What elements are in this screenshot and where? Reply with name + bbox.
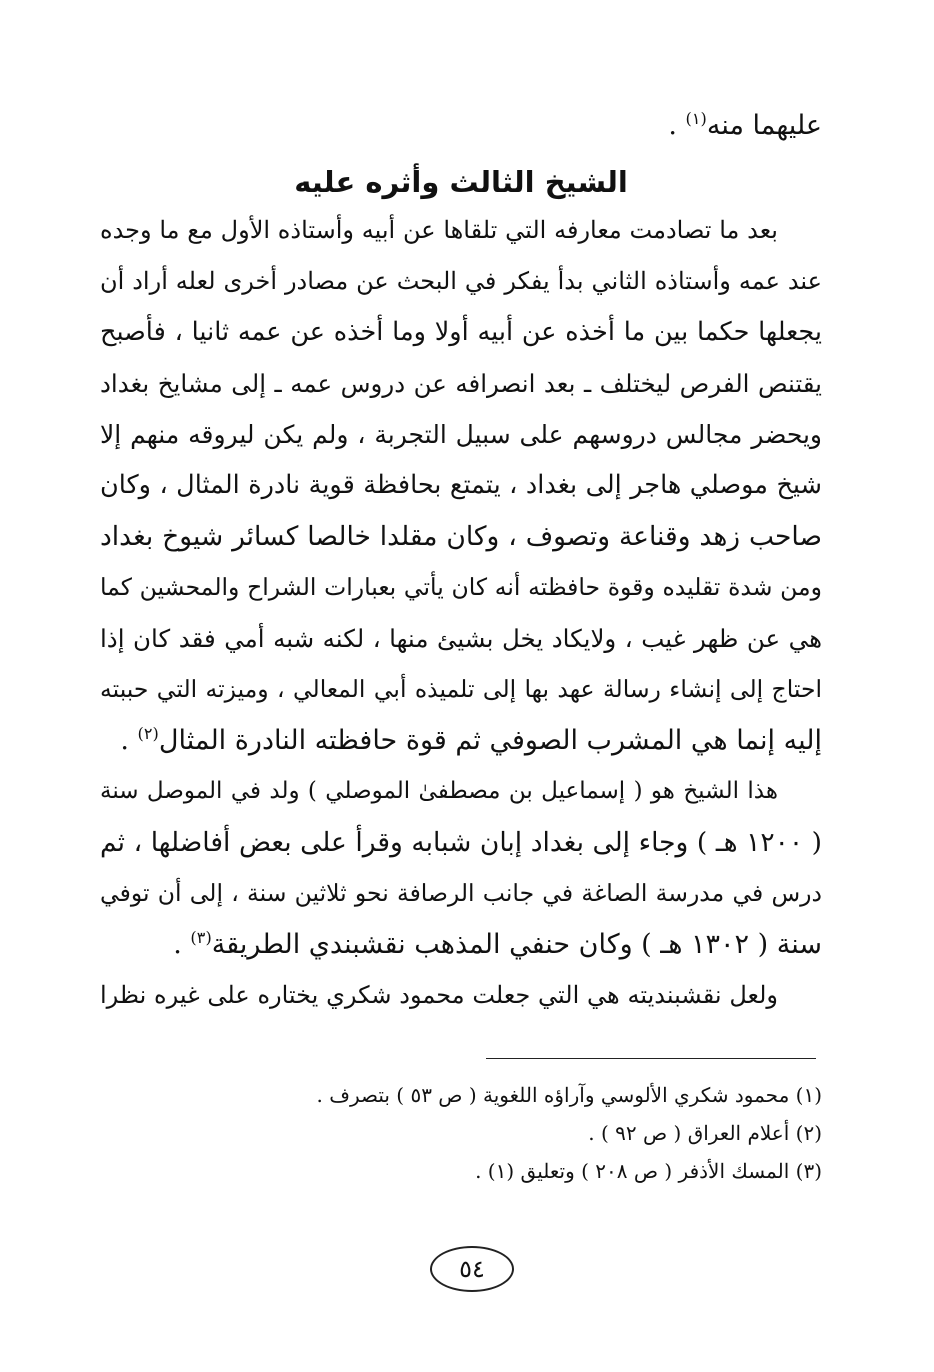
text-line: ( ١٢٠٠ هـ ) وجاء إلى بغداد إبان شبابه وقرأ على بعض أفاضلها ، ثم (100, 827, 822, 858)
text-line: ولعل نقشبنديته هي التي جعلت محمود شكري يختاره على غيره نظرا (100, 981, 778, 1009)
body-text (100, 205, 822, 1021)
footnote: (١) محمود شكري الألوسي وآراؤه اللغوية ( ص ٥٣ ) بتصرف . (316, 1083, 822, 1107)
text-line: إليه إنما هي المشرب الصوفي ثم قوة حافظته النادرة المثال$^{(٢)}$ . (120, 724, 822, 756)
text-line: احتاج إلى إنشاء رسالة عهد بها إلى تلميذه أبي المعالي ، وميزته التي حببته (100, 675, 822, 703)
footnote: (٣) المسك الأذفر ( ص ٢٠٨ ) وتعليق (١) . (475, 1159, 822, 1183)
text-line: عند عمه وأستاذه الثاني بدأ يفكر في البحث عن مصادر أخرى لعله أراد أن (100, 267, 822, 295)
text-line: يجعلها حكما بين ما أخذه عن أبيه أولا وما أخذه عن عمه ثانيا ، فأصبح (100, 317, 822, 347)
footnote-divider (486, 1058, 816, 1059)
page-number: ٥٤ (430, 1246, 514, 1292)
footnote-ref: (١) (685, 109, 707, 128)
text-line: درس في مدرسة الصاغة في جانب الرصافة نحو ثلاثين سنة ، إلى أن توفي (100, 879, 822, 907)
text-line: هذا الشيخ هو ( إسماعيل بن مصطفىٰ الموصلي ) ولد في الموصل سنة (100, 778, 778, 804)
footnote-ref: (٢) (137, 724, 159, 743)
text-line: بعد ما تصادمت معارفه التي تلقاها عن أبيه وأستاذه الأول مع ما وجده (100, 216, 778, 244)
footnotes (100, 1076, 822, 1190)
text-line: سنة ( ١٣٠٢ هـ ) وكان حنفي المذهب نقشبندي الطريقة$^{(٣)}$ . (173, 928, 822, 960)
footnote-ref: (٣) (190, 928, 212, 947)
text-line: ويحضر مجالس دروسهم على سبيل التجربة ، ولم يكن ليروقه منهم إلا (100, 420, 822, 449)
text-line: صاحب زهد وقناعة وتصوف ، وكان مقلدا خالصا كسائر شيوخ بغداد (100, 521, 822, 552)
section-heading: الشيخ الثالث وأثره عليه (294, 165, 628, 199)
text-line: ومن شدة تقليده وقوة حافظته أنه كان يأتي بعبارات الشراح والمحشين كما (100, 573, 822, 601)
opening-line (100, 100, 822, 151)
text-line: شيخ موصلي هاجر إلى بغداد ، يتمتع بحافظة قوية نادرة المثال ، وكان (100, 470, 822, 500)
text-line: عليهما منه$^{(١)}$ . (668, 109, 822, 141)
text-line: يقتنص الفرص ليختلف ـ بعد انصرافه عن دروس عمه ـ إلى مشايخ بغداد (100, 369, 822, 398)
text-line: هي عن ظهر غيب ، ولايكاد يخل بشيئ منها ، لكنه شبه أمي فقد كان إذا (100, 624, 822, 653)
footnote: (٢) أعلام العراق ( ص ٩٢ ) . (588, 1121, 822, 1145)
